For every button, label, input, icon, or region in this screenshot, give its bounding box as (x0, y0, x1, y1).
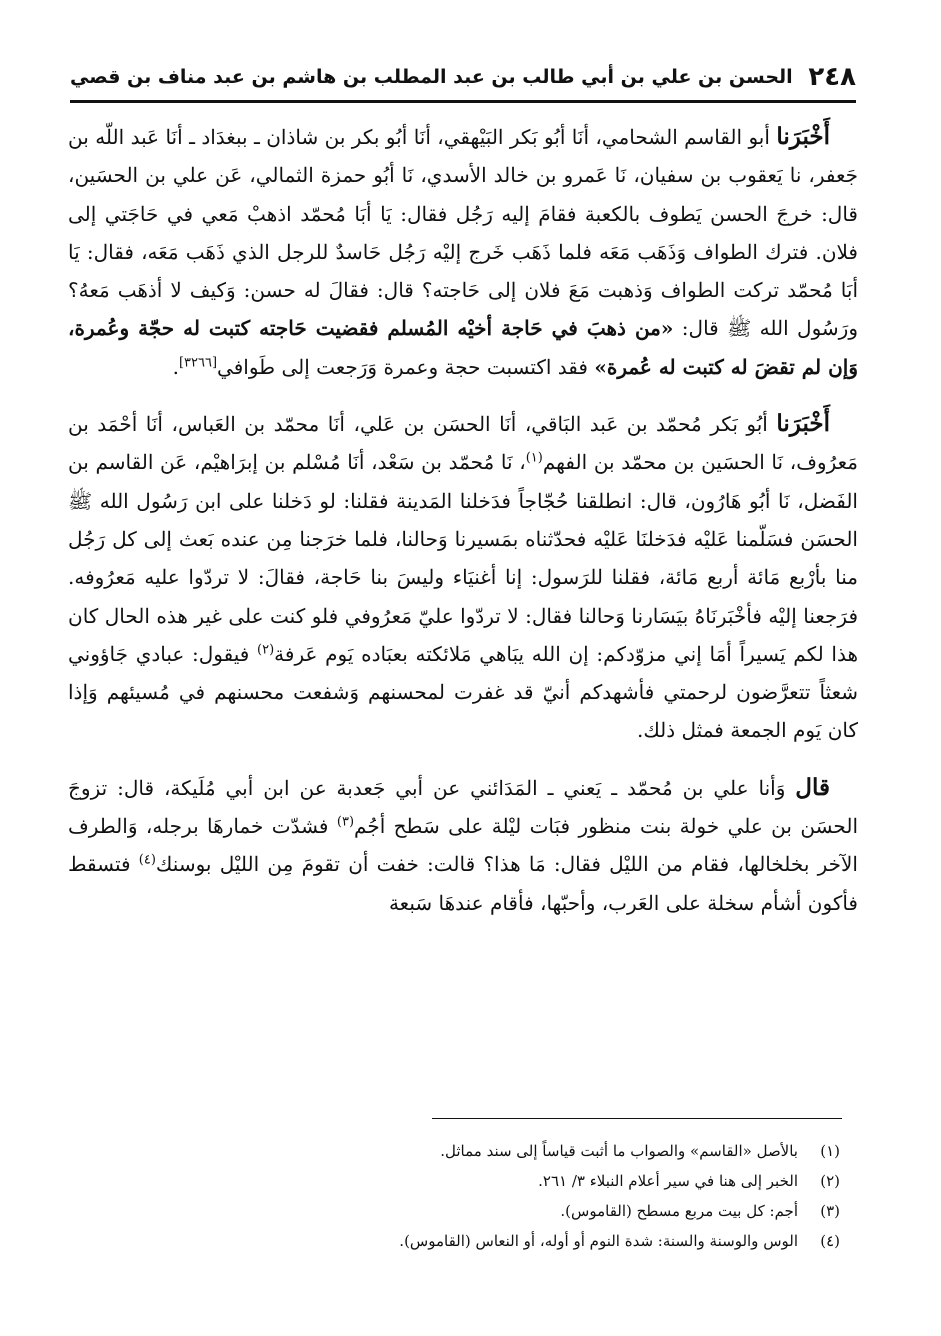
text-run: فيقول: عبادي جَاؤوني شعثاً تتعرَّضون لرحمتي فأشهدكم أنيّ قد غفرت لمحسنهم وَشفعت محسنهم في مُسيئهم وَإذا كان يَوم الجمعة فمثل ذلك. (68, 641, 858, 743)
page-number: ٢٤٨ (808, 62, 856, 92)
paragraph-lead-word: أَخْبَرَنا (776, 123, 830, 150)
footnote (200, 1226, 840, 1256)
text-run: فقد اكتسبت حجة وعمرة وَرَجعت إلى طَوافي (217, 354, 595, 379)
paragraph-lead-word: قال (795, 773, 830, 801)
hadith-quote: «من ذهبَ في حَاجة أخيْه المُسلم فقضيت حَاجته كتبت له حجّة وعُمرة، وَإن لم تقضَ له كتبت له عُمرة» (68, 316, 858, 379)
text-run: . (172, 354, 179, 379)
paragraph (68, 405, 858, 750)
footnote-marker: (٢) (257, 642, 275, 658)
header-rule (70, 100, 856, 103)
text-run: أبو القاسم الشحامي، أنَا أبُو بَكر البَيْهقي، أنَا أبُو بكر بن شاذان ـ ببغدَاد ـ أنَا عَبد اللّه بن جَعفر، نا يَعقوب بن سفيان، نَا عَمرو بن خالد الأسدي، نَا أبُو حمزة الثمالي، عَن علي بن الحسَين، قال: خرجَ الحسن يَطوف بالكعبة فقامَ إليه رَجُل فقال: يَا أبَا مُحمّد اذهبْ مَعي في حَاجَتي إلى فلان. فترك الطواف وَذَهَب مَعَه فلما ذَهَب خَرج إليْه رَجُل حَاسدٌ للرجل الذي ذَهَب مَعَه، فقال: يَا أبَا مُحمّد تركت الطواف وَذهبت مَعَ فلان إلى حَاجته؟ قال: فقالَ له حسن: وَكيف لا أذهَب مَعهُ؟ ورَسُول الله ﷺ قال: (68, 125, 858, 341)
footnote-number: (١) (820, 1142, 840, 1160)
footnote-text: الوس والوسنة والسنة: شدة النوم أو أوله، أو النعاس (القاموس). (399, 1232, 798, 1250)
header-title: الحسن بن علي بن أبي طالب بن عبد المطلب بن هاشم بن عبد مناف بن قصي (70, 66, 793, 88)
footnote-marker: (٣) (336, 814, 355, 830)
footnotes (200, 1136, 840, 1256)
text-run: وَأنا علي بن مُحمّد ـ يَعني ـ المَدَائني عن أبي جَعدبة عن ابن أبي مُلَيكة، قال: تزوجَ الحسَن بن علي خولة بنت منظور فبَات ليْلة على سَطح أجُم (68, 775, 858, 839)
footnote (200, 1196, 840, 1226)
footnote-marker: [٣٢٦٦] (178, 355, 218, 371)
footnote-text: بالأصل «القاسم» والصواب ما أثبت قياساً إلى سند مماثل. (440, 1142, 798, 1160)
footnote-marker: (١) (525, 450, 543, 466)
footnote (200, 1136, 840, 1166)
footnote-text: أجم: كل بيت مربع مسطح (القاموس). (560, 1202, 798, 1220)
footnote-text: الخبر إلى هنا في سير أعلام النبلاء ٣/ ٢٦١. (538, 1172, 798, 1190)
footnote-number: (٣) (820, 1202, 840, 1220)
text-run: ، نَا مُحمّد بن سَعْد، أنَا مُسْلم بن إبرَاهيْم، عَن القاسم بن الفَضل، نَا أبُو هَارُون، قال: انطلقنا حُجّاجاً فدَخلنا المَدينة فقلنا: لو دَخلنا على ابن رَسُول الله ﷺ الحسَن فسَلّمنا عَليْه فدَخلنَا عَليْه فحدّثناه بمَسيرنا وَحالنا، فلما خرَجنا مِن عنده بَعث إلى كل رَجُل منا بأرْبع مَائة أربع مَائة، فقلنا للرَسول: إنا أغنيَاء وليسَ بنا حَاجة، فقالَ: لا تردّوا عليه مَعرُوفه. فرَجعنا إليْه فأخْبَرنَاهُ بيَسَارنا وَحالنا فقال: لا تردّوا عليّ مَعرُوفي فلو كنت على غير هذه الحال كان هذا لكم يَسيراً أمَا إني مزوّدكم: إن الله يبَاهي مَلائكته بعبَاده يَوم عَرفة (68, 450, 859, 666)
text-run: فتسقط فأكون أشأم سخلة على العَرب، وأحبّها، فأقام عندهَا سَبعة (68, 852, 858, 915)
text-run: فشدّت خمارهَا برجله، وَالطرف الآخر بخلخالها، فقام من الليْل فقال: مَا هذا؟ قالت: خفت أن تقومَ مِن الليْل بوسنك (68, 814, 858, 877)
footnote-separator (432, 1118, 842, 1119)
footnote-number: (٢) (820, 1172, 840, 1190)
footnote-number: (٤) (820, 1232, 840, 1250)
footnote (200, 1166, 840, 1196)
paragraph-lead-word: أَخْبَرَنا (776, 410, 830, 438)
paragraph (68, 769, 858, 922)
main-text (68, 118, 858, 941)
running-header (70, 56, 856, 98)
text-run: أبُو بَكر مُحمّد بن عَبد البَاقي، أنَا الحسَن بن عَلي، أنَا محمّد بن العَباس، أنَا أحْمَد بن مَعرُوف، نَا الحسَين بن محمّد بن الفهم (68, 412, 858, 475)
footnote-marker: (٤) (138, 852, 156, 868)
paragraph (68, 118, 858, 386)
